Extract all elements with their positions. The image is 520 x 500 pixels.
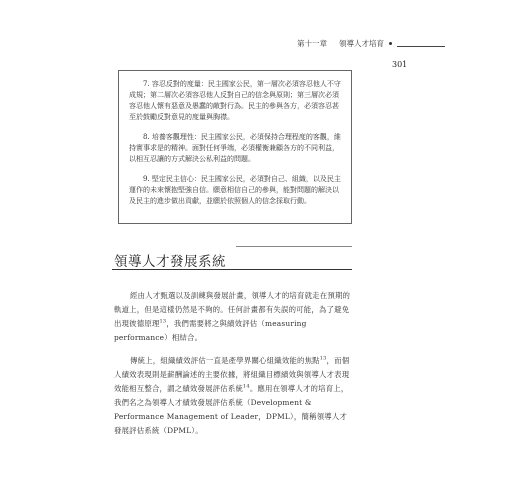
list-item: 7. 容忍反對的度量：民主國家公民，第一層次必須容忍他人不守成規；第二層次必須容忍他人反對自己的信念與原則；第三層次必須容忍他人懷有惡意及愚蠢的敵對行為。民主的參與各方，必須容忍甚至於鼓勵反對意見的度量與胸襟。 [129, 80, 341, 121]
chapter-number: 第十一章 [297, 39, 327, 48]
page-number: 301 [392, 60, 408, 69]
bullet-dot-icon [389, 42, 392, 45]
section-rule-bottom [112, 269, 352, 270]
section-title: 領導人才發展系統 [114, 254, 226, 270]
list-item: 9. 堅定民主信心：民主國家公民，必須對自己、組織，以及民主運作的未來懷抱堅強自信。願意相信自己的參與，能對問題的解決以及民主的進步做出貢獻，並願於依照個人的信念採取行動。 [129, 175, 341, 205]
footnote-ref: 14 [243, 383, 250, 390]
boxed-list [118, 70, 352, 224]
paragraph-text: ，我們需要將之與績效評估（measuring performance）相結合。 [114, 319, 307, 343]
list-item: 8. 培養客觀理性：民主國家公民，必須保持合理程度的客觀，維持實事求是的精神。面對任何爭端，必須權衡兼顧各方的不同利益，以相互忍讓的方式解決公私利益的問題。 [129, 133, 341, 163]
paragraph-text: 。應用在領導人才的培育上，我們名之為領導人才績效發展評估系統（Development & Performance Management of Leader，DPML），簡稱領導人才發展評估系統（DPML）。 [114, 384, 349, 436]
section-rule-top [236, 246, 352, 247]
paragraph-text: 傳統上，組織績效評估一直是產學界關心組織效能的焦點 [130, 356, 320, 366]
footnote-ref: 13 [319, 355, 327, 362]
paragraph-text: ，而個人績效表現則是薪酬論述的主要依據，將組織目標績效與領導人才表現效能相互整合，謂之績效發展評估系統 [114, 356, 350, 394]
paragraph-text: 經由人才甄選以及訓練與發展計畫，領導人才的培育就走在預期的軌道上，但是這樣仍然是不夠的。任何計畫都有失誤的可能，為了避免出現彼德原理 [114, 291, 351, 329]
running-header [297, 38, 392, 49]
footnote-ref: 13 [159, 318, 167, 325]
body-paragraph [114, 289, 354, 345]
body-paragraph [114, 354, 354, 438]
chapter-title: 領導人才培育 [339, 39, 384, 48]
header-rule [397, 46, 445, 47]
